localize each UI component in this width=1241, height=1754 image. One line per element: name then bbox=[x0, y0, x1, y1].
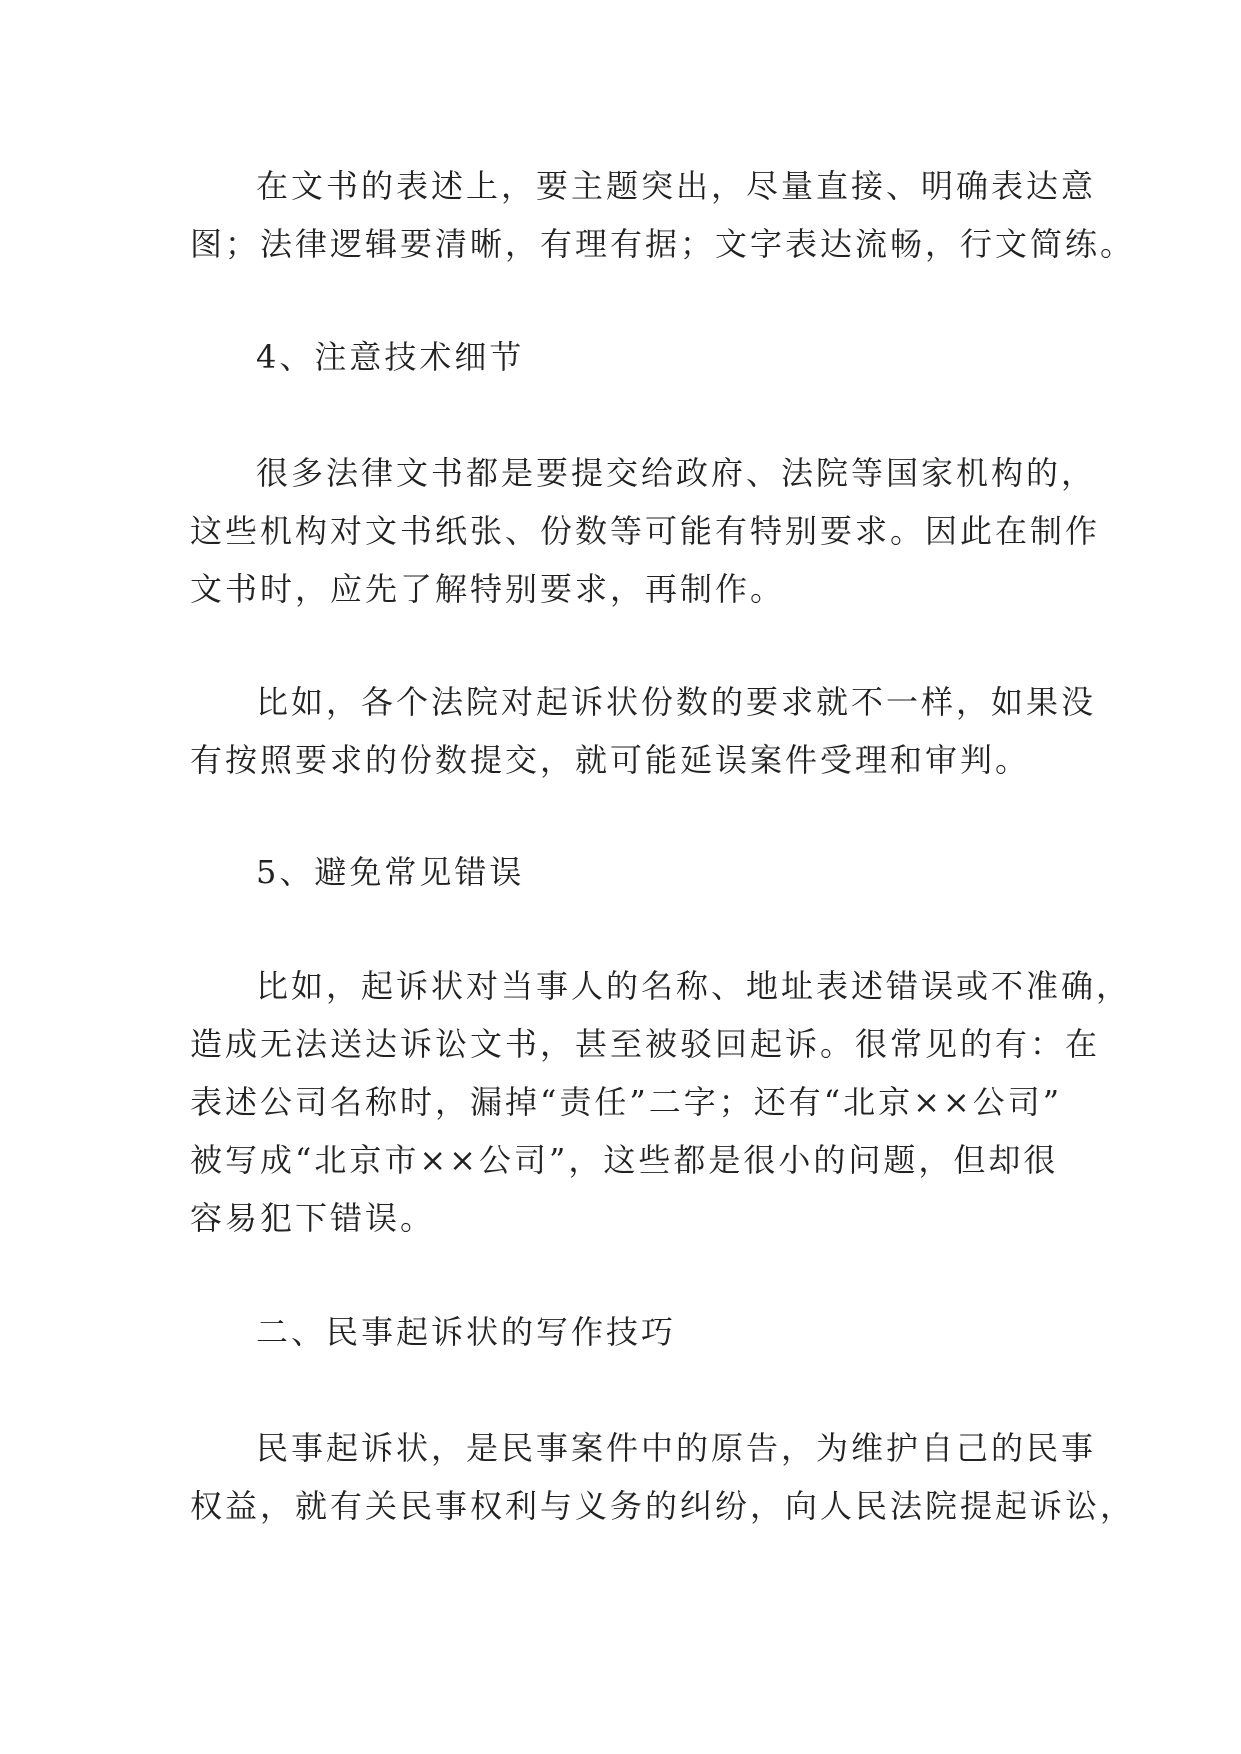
paragraph-line: 比如，各个法院对起诉状份数的要求就不一样，如果没 bbox=[256, 683, 1097, 721]
paragraph-line: 图；法律逻辑要清晰，有理有据；文字表达流畅，行文简练。 bbox=[190, 225, 1136, 263]
heading-line: 4、注意技术细节 bbox=[256, 338, 525, 376]
paragraph-line: 在文书的表述上，要主题突出，尽量直接、明确表达意 bbox=[256, 167, 1097, 205]
paragraph-naming-errors-example bbox=[190, 957, 1132, 1247]
heading-line: 二、民事起诉状的写作技巧 bbox=[256, 1313, 677, 1351]
paragraph-line: 比如，起诉状对当事人的名称、地址表述错误或不准确， bbox=[256, 967, 1132, 1005]
section-heading-common-errors bbox=[190, 843, 1060, 901]
section-heading-technical-details bbox=[190, 328, 1060, 386]
paragraph-court-copies-example bbox=[190, 673, 1097, 789]
paragraph-line: 被写成“北京市××公司”，这些都是很小的问题，但却很 bbox=[190, 1141, 1059, 1179]
paragraph-line: 容易犯下错误。 bbox=[190, 1199, 436, 1237]
paragraph-line: 权益，就有关民事权利与义务的纠纷，向人民法院提起诉讼， bbox=[190, 1487, 1136, 1525]
section-heading-civil-complaint bbox=[190, 1303, 1060, 1361]
paragraph-line: 造成无法送达诉讼文书，甚至被驳回起诉。很常见的有：在 bbox=[190, 1025, 1101, 1063]
paragraph-institution-requirements bbox=[190, 444, 1101, 618]
paragraph-line: 民事起诉状，是民事案件中的原告，为维护自己的民事 bbox=[256, 1429, 1097, 1467]
paragraph-line: 有按照要求的份数提交，就可能延误案件受理和审判。 bbox=[190, 741, 1031, 779]
paragraph-expression bbox=[190, 157, 1136, 273]
paragraph-line: 这些机构对文书纸张、份数等可能有特别要求。因此在制作 bbox=[190, 512, 1101, 550]
paragraph-line: 文书时，应先了解特别要求，再制作。 bbox=[190, 570, 786, 608]
heading-line: 5、避免常见错误 bbox=[256, 853, 525, 891]
paragraph-civil-complaint-definition bbox=[190, 1419, 1136, 1535]
paragraph-line: 很多法律文书都是要提交给政府、法院等国家机构的， bbox=[256, 454, 1097, 492]
paragraph-line: 表述公司名称时，漏掉“责任”二字；还有“北京××公司” bbox=[190, 1083, 1063, 1121]
